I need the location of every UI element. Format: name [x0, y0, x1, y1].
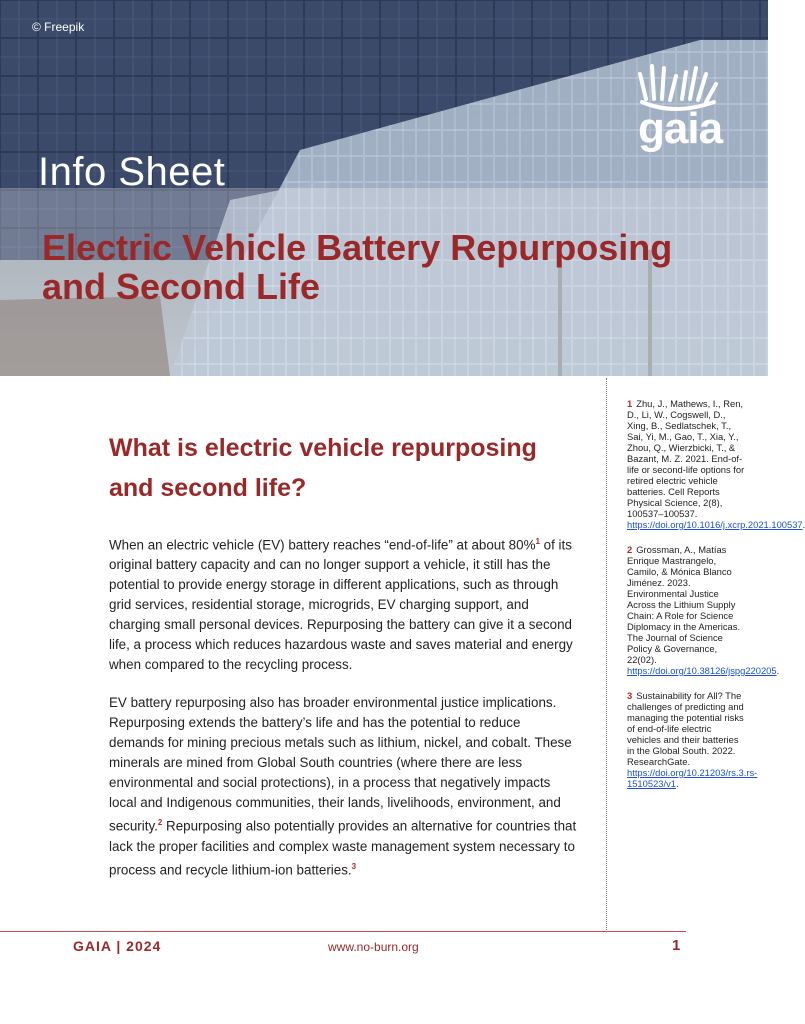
footnote-link[interactable]: https://doi.org/10.1016/j.xcrp.2021.100537 [627, 519, 803, 530]
footnote-2 [627, 544, 780, 676]
footnote-number: 2 [627, 544, 633, 555]
footnote-link[interactable]: https://doi.org/10.38126/jspg220205 [627, 665, 777, 676]
paragraph-1-text-a: When an electric vehicle (EV) battery reaches “end-of-life” at about 80% [109, 537, 536, 553]
footer-brand: GAIA | 2024 [73, 938, 162, 954]
footnote-end: . [776, 665, 780, 676]
footnote-3 [627, 690, 758, 789]
footnote-text: Grossman, A., Matías Enrique Mastrangelo, Camilo, & Mónica Blanco Jiménez. 2023. Environmental Justice Across the Lithium Supply Chain: A Role for Science Diplomacy in the Americas. The Journal of Science Policy & Governance, 22(02). [627, 544, 741, 665]
paragraph-2 [109, 693, 579, 880]
footnote-text: Sustainability for All? The challenges of predicting and managing the potential risks of end-of-life electric vehicles and their batteries in the Global South. 2022. ResearchGate. [627, 690, 744, 767]
footnote-1 [627, 398, 803, 530]
article-body [109, 428, 579, 898]
hero-banner [0, 0, 768, 376]
paragraph-1 [109, 532, 579, 675]
section-heading: What is electric vehicle repurposing and second life? [109, 434, 537, 502]
footnotes-column [627, 398, 803, 803]
info-sheet-label: Info Sheet [38, 150, 226, 194]
photo-credit: © Freepik [32, 20, 85, 34]
footnote-ref-2[interactable]: 2 [157, 818, 163, 828]
paragraph-1-text-b: of its original battery capacity and can no longer support a vehicle, it still has the potential to provide energy storage in different applications, such as through grid services, residential storage, microgrids, EV charging support, and charging small personal devices. Repurposing the battery can give it a second life, a process which reduces hazardous waste and saves material and energy when compared to the recycling process. [109, 537, 573, 673]
footer-rule [0, 931, 686, 932]
page-number: 1 [672, 937, 681, 954]
column-divider [606, 378, 607, 930]
footnote-text: Zhu, J., Mathews, I., Ren, D., Li, W., Cogswell, D., Xing, B., Sedlatschek, T., Sai, Yi, M., Gao, T., Xia, Y., Zhou, Q., Wierzbicki, T., & Bazant, M. Z. 2021. End-of-life or second-life options for retired electric vehicle batteries. Cell Reports Physical Science, 2(8), 100537–100537. [627, 398, 745, 519]
footnote-number: 1 [627, 398, 633, 409]
footnote-number: 3 [627, 690, 633, 701]
footnote-ref-3[interactable]: 3 [351, 861, 357, 871]
paragraph-2-text-b: Repurposing also potentially provides an alternative for countries that lack the proper facilities and complex waste management system necessary to process and recycle lithium-ion batteries. [109, 818, 577, 878]
footnote-link[interactable]: https://doi.org/10.21203/rs.3.rs-1510523/v1 [627, 767, 758, 789]
gaia-logo-text: gaia [638, 104, 723, 153]
footnote-ref-1[interactable]: 1 [535, 537, 540, 546]
footer-website-link[interactable]: www.no-burn.org [328, 940, 419, 954]
footnote-end: . [676, 778, 679, 789]
paragraph-2-text-a: EV battery repurposing also has broader environmental justice implications. Repurposing extends the battery’s life and has the potential to reduce demands for mining precious metals such as lithium, nickel, and cobalt. These minerals are mined from Global South countries (where there are less environmental and social protections), in a process that negatively impacts local and Indigenous communities, their lands, livelihoods, environment, and security. [109, 695, 572, 834]
page-title: Electric Vehicle Battery Repurposing and Second Life [42, 227, 673, 307]
